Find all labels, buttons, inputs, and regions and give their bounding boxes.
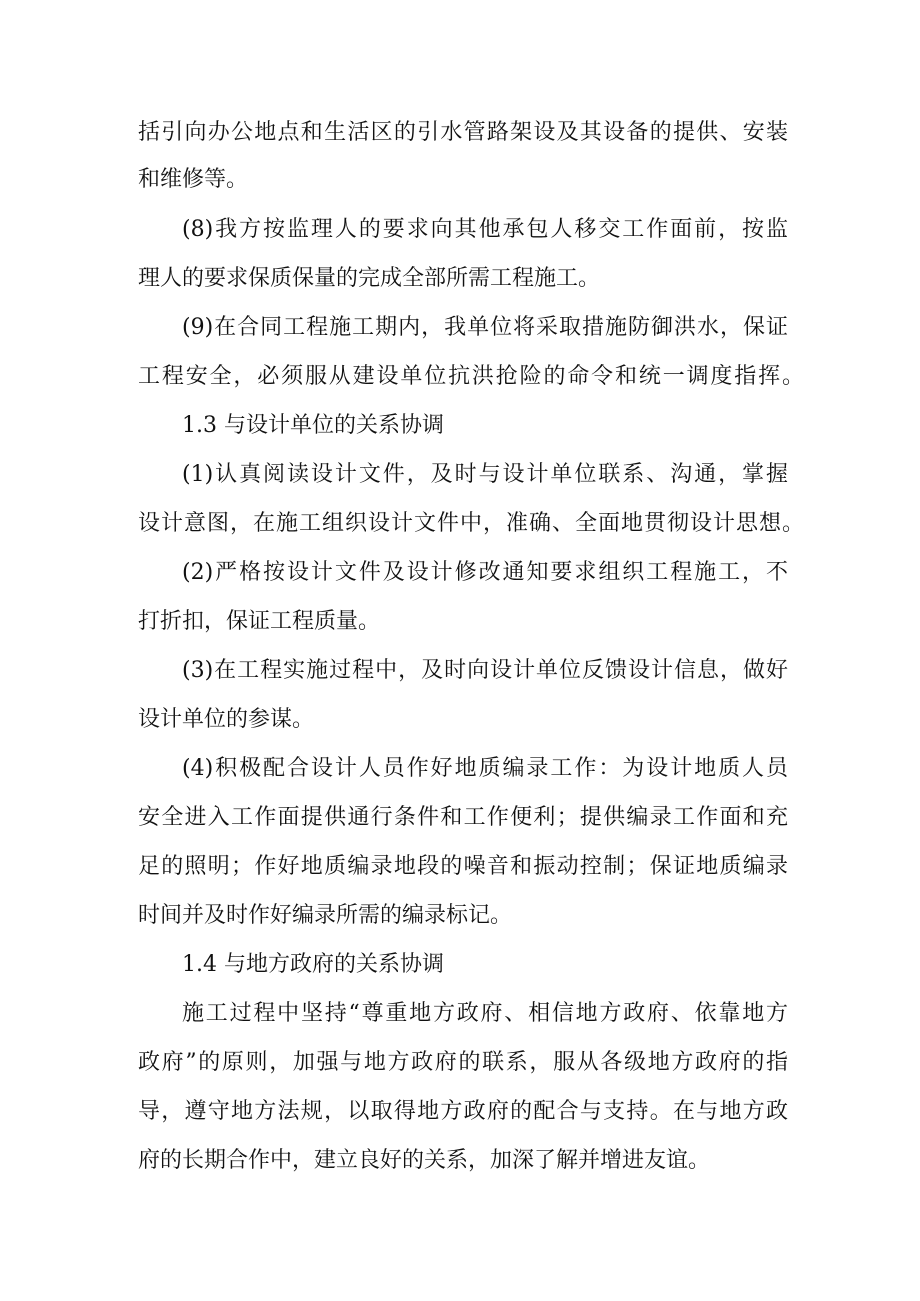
paragraph-line: 设计单位的参谋。 bbox=[138, 707, 315, 732]
paragraph-line: 政府”的原则，加强与地方政府的联系，服从各级地方政府的指 bbox=[138, 1050, 788, 1075]
section-heading-1-4: 1.4 与地方政府的关系协调 bbox=[182, 952, 444, 977]
paragraph-line: 时间并及时作好编录所需的编录标记。 bbox=[138, 903, 513, 928]
paragraph-line: (2)严格按设计文件及设计修改通知要求组织工程施工，不 bbox=[182, 560, 788, 585]
paragraph-line: 打折扣，保证工程质量。 bbox=[138, 609, 381, 634]
paragraph-line: 工程安全，必须服从建设单位抗洪抢险的命令和统一调度指挥。 bbox=[138, 364, 804, 389]
paragraph-line: 和维修等。 bbox=[138, 167, 249, 192]
paragraph-line: 足的照明；作好地质编录地段的噪音和振动控制；保证地质编录 bbox=[138, 854, 788, 879]
paragraph-line: 理人的要求保质保量的完成全部所需工程施工。 bbox=[138, 266, 601, 291]
paragraph-line: 设计意图，在施工组织设计文件中，准确、全面地贯彻设计思想。 bbox=[138, 511, 804, 536]
paragraph-line: (8)我方按监理人的要求向其他承包人移交工作面前，按监 bbox=[182, 217, 788, 242]
paragraph-line: 府的长期合作中，建立良好的关系，加深了解并增进友谊。 bbox=[138, 1148, 711, 1173]
section-heading-1-3: 1.3 与设计单位的关系协调 bbox=[182, 413, 444, 438]
paragraph-line: (1)认真阅读设计文件，及时与设计单位联系、沟通，掌握 bbox=[182, 462, 788, 487]
paragraph-line: (9)在合同工程施工期内，我单位将采取措施防御洪水，保证 bbox=[182, 315, 788, 340]
paragraph-line: (3)在工程实施过程中，及时向设计单位反馈设计信息，做好 bbox=[182, 658, 788, 683]
paragraph-line: 安全进入工作面提供通行条件和工作便利；提供编录工作面和充 bbox=[138, 805, 788, 830]
paragraph-line: 导，遵守地方法规，以取得地方政府的配合与支持。在与地方政 bbox=[138, 1099, 788, 1124]
paragraph-line: (4)积极配合设计人员作好地质编录工作：为设计地质人员 bbox=[182, 756, 788, 781]
paragraph-line: 括引向办公地点和生活区的引水管路架设及其设备的提供、安装 bbox=[138, 120, 788, 145]
paragraph-line: 施工过程中坚持“尊重地方政府、相信地方政府、依靠地方 bbox=[182, 1001, 788, 1026]
